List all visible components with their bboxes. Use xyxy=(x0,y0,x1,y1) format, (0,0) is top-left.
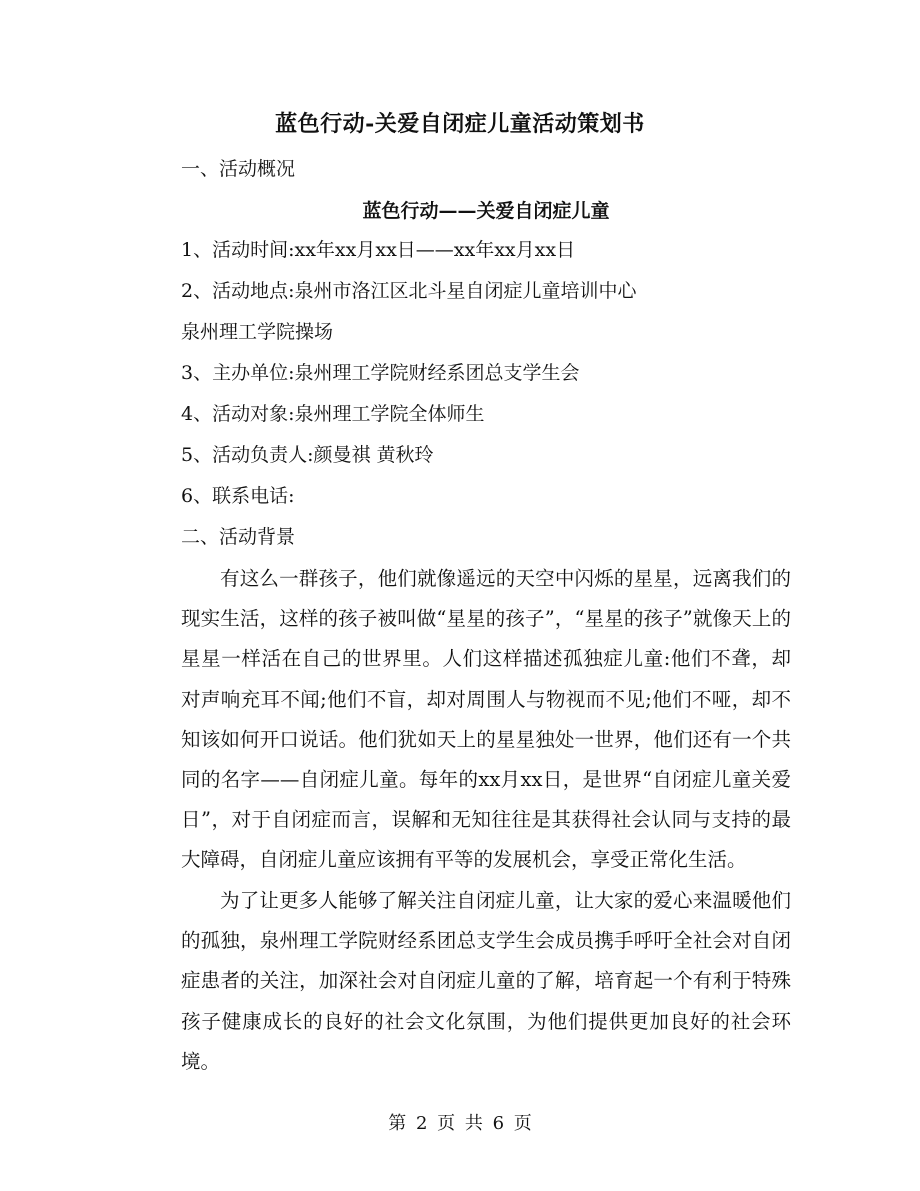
overview-item-audience: 4、活动对象:泉州理工学院全体师生 xyxy=(181,403,485,425)
background-paragraph-2: 为了让更多人能够了解关注自闭症儿童，让大家的爱心来温暖他们的孤独，泉州理工学院财经系团总支学生会成员携手呼吁全社会对自闭症患者的关注，加深社会对自闭症儿童的了解，培育起一个有利于特殊孩子健康成长的良好的社会文化氛围，为他们提供更加良好的社会环境。 xyxy=(181,889,791,1073)
section-heading-overview: 一、活动概况 xyxy=(181,158,296,180)
overview-item-phone: 6、联系电话: xyxy=(181,485,295,507)
overview-item-location: 2、活动地点:泉州市洛江区北斗星自闭症儿童培训中心 xyxy=(181,280,637,302)
activity-subtitle: 蓝色行动——关爱自闭症儿童 xyxy=(362,200,610,222)
overview-item-time: 1、活动时间:xx年xx月xx日——xx年xx月xx日 xyxy=(181,239,576,261)
document-title: 蓝色行动-关爱自闭症儿童活动策划书 xyxy=(275,111,645,137)
overview-item-location-2: 泉州理工学院操场 xyxy=(181,321,334,343)
overview-item-organizer: 3、主办单位:泉州理工学院财经系团总支学生会 xyxy=(181,362,580,384)
page-number: 第 2 页 共 6 页 xyxy=(388,1113,532,1134)
background-paragraph-1: 有这么一群孩子，他们就像遥远的天空中闪烁的星星，远离我们的现实生活，这样的孩子被叫做“星星的孩子”，“星星的孩子”就像天上的星星一样活在自己的世界里。人们这样描述孤独症儿童:他们不聋，却对声响充耳不闻;他们不盲，却对周围人与物视而不见;他们不哑，却不知该如何开口说话。他们犹如天上的星星独处一世界，他们还有一个共同的名字——自闭症儿童。每年的xx月xx日，是世界“自闭症儿童关爱日”，对于自闭症而言，误解和无知往往是其获得社会认同与支持的最大障碍，自闭症儿童应该拥有平等的发展机会，享受正常化生活。 xyxy=(181,567,791,872)
section-heading-background: 二、活动背景 xyxy=(181,526,296,548)
overview-item-leaders: 5、活动负责人:颜曼祺 黄秋玲 xyxy=(181,444,434,466)
